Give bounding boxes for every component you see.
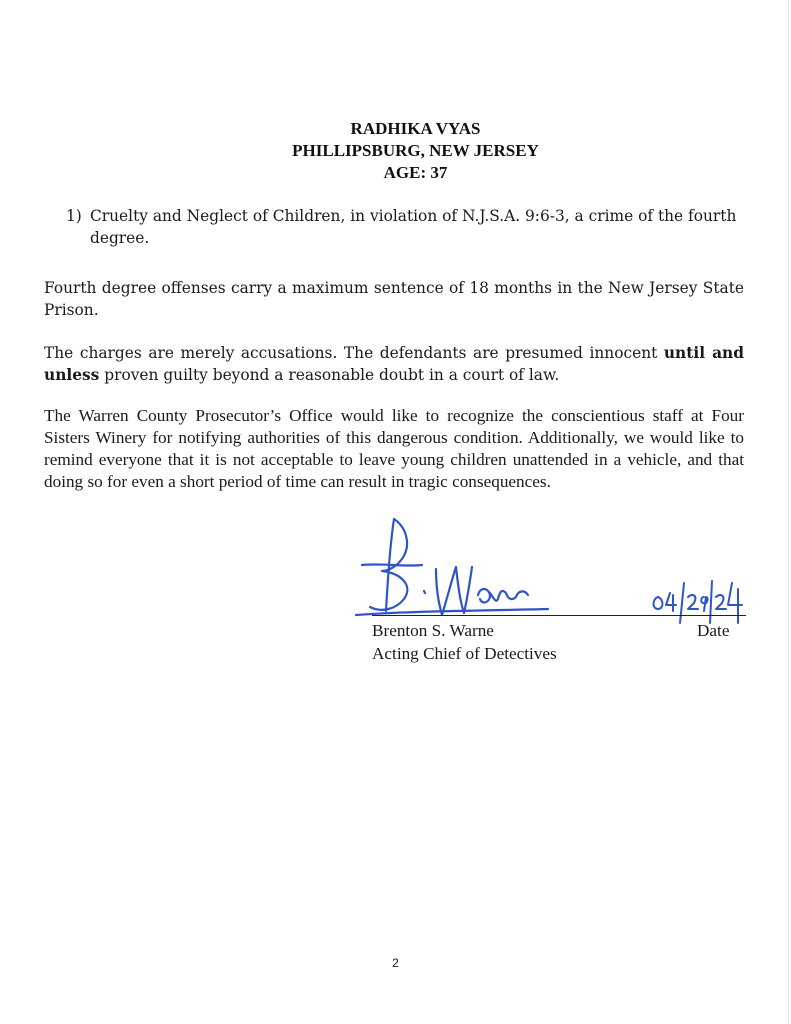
presumption-paragraph (44, 342, 744, 386)
defendant-age: AGE: 37 (383, 163, 448, 182)
presumption-text-after: proven guilty beyond a reasonable doubt in a court of law. (99, 366, 560, 384)
page-number: 2 (392, 956, 399, 970)
presumption-text-before: The charges are merely accusations. The defendants are presumed innocent (44, 344, 664, 362)
signer-name: Brenton S. Warne (372, 621, 494, 640)
date-label: Date (697, 621, 730, 640)
defendant-location: PHILLIPSBURG, NEW JERSEY (292, 141, 539, 160)
presumption-bold-text: until and unless (44, 344, 744, 384)
signer-block (372, 619, 557, 665)
handwritten-signature (352, 515, 552, 623)
sentence-paragraph: Fourth degree offenses carry a maximum sentence of 18 months in the New Jersey State Prison. (44, 279, 744, 319)
charge-number: 1) (66, 207, 82, 225)
defendant-name: RADHIKA VYAS (350, 119, 481, 138)
signer-title: Acting Chief of Detectives (372, 644, 557, 663)
recognition-paragraph: The Warren County Prosecutor’s Office would like to recognize the conscientious staff at Four Sisters Winery for notifying authorities of this dangerous condition. Additionally, we would like to remind everyone that it is not acceptable to leave young children unattended in a vehicle, and that doing so for even a short period of time can result in tragic consequences. (44, 406, 744, 491)
signature-line (372, 615, 746, 616)
defendant-header (0, 118, 791, 184)
charge-text: Cruelty and Neglect of Children, in violation of N.J.S.A. 9:6-3, a crime of the fourth degree. (90, 207, 737, 247)
